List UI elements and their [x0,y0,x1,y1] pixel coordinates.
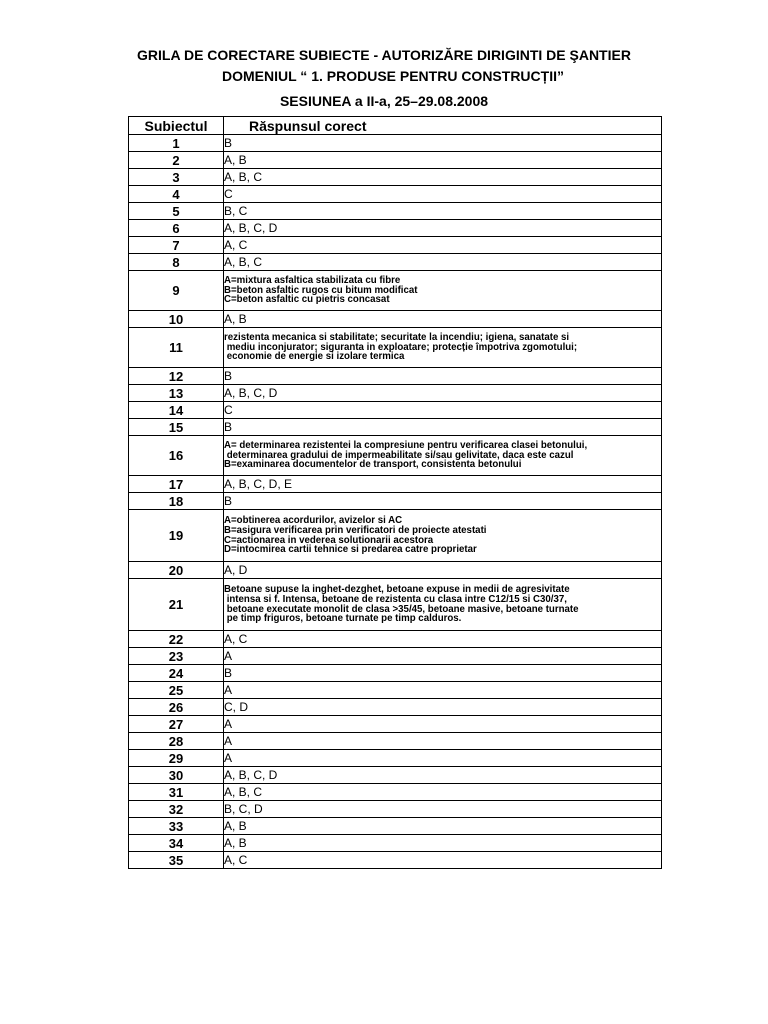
correct-answer [224,750,662,767]
correct-answer [224,733,662,750]
answer-line: A, C [224,853,248,867]
answer-line: B=beton asfaltic rugos cu bitum modificat [224,284,418,296]
correct-answer [224,648,662,665]
session-label: SESIUNEA a II-a, 25–29.08.2008 [279,93,489,109]
correct-answer [224,784,662,801]
correct-answer [224,385,662,402]
answer-line: B [224,136,233,150]
correct-answer [224,271,662,311]
answer-line: intensa si f. Intensa, betoane de rezistenta cu clasa intre C12/15 si C30/37, [224,593,567,605]
answer-line: C, D [224,700,248,714]
subject-number: 24 [129,665,224,682]
answer-line: determinarea gradului de impermeabilitate si/sau gelivitate, daca este cazul [224,449,574,461]
subject-number: 10 [129,311,224,328]
correct-answer [224,169,662,186]
correct-answer [224,152,662,169]
correct-answer [224,579,662,631]
answer-line: A [224,683,233,697]
subject-number: 7 [129,237,224,254]
answer-line: B [224,420,233,434]
answer-line: A [224,734,233,748]
subject-number: 25 [129,682,224,699]
table-row [129,220,662,237]
subject-number: 12 [129,368,224,385]
answer-line: C [224,403,233,417]
subject-number: 11 [129,328,224,368]
answer-line: C=actionarea in vederea solutionarii acestora [224,534,434,546]
table-row [129,682,662,699]
subject-number: 6 [129,220,224,237]
answer-line: A= determinarea rezistentei la compresiune pentru verificarea clasei betonului, [224,439,588,451]
table-header-row [129,117,662,135]
correct-answer [224,135,662,152]
table-row [129,328,662,368]
table-row [129,402,662,419]
subject-number: 30 [129,767,224,784]
correct-answer [224,220,662,237]
subject-number: 19 [129,510,224,562]
table-row [129,169,662,186]
table-row [129,631,662,648]
table-row [129,368,662,385]
correct-answer [224,476,662,493]
answer-line: A=obtinerea acordurilor, avizelor si AC [224,515,403,527]
table-row [129,186,662,203]
subject-number: 8 [129,254,224,271]
table-row [129,203,662,220]
correct-answer [224,203,662,220]
correct-answer [224,835,662,852]
subject-number: 18 [129,493,224,510]
table-row [129,648,662,665]
subject-number: 34 [129,835,224,852]
subject-number: 3 [129,169,224,186]
answer-line: B=examinarea documentelor de transport, consistenta betonului [224,459,522,471]
subject-number: 17 [129,476,224,493]
table-row [129,665,662,682]
answer-line: C=beton asfaltic cu pietris concasat [224,294,390,306]
correct-answer [224,328,662,368]
correct-answer [224,510,662,562]
correct-answer [224,368,662,385]
answer-line: A, B, C, D [224,221,278,235]
answer-line: pe timp friguros, betoane turnate pe timp calduros. [224,613,462,625]
answer-line: A [224,717,233,731]
subject-number: 9 [129,271,224,311]
answer-line: B, C [224,204,248,218]
answer-line: A, B [224,819,247,833]
table-row [129,254,662,271]
subject-number: 1 [129,135,224,152]
subject-number: 29 [129,750,224,767]
answer-line: B [224,666,233,680]
table-row [129,818,662,835]
table-row [129,493,662,510]
subject-number: 16 [129,436,224,476]
answer-line: A, B, C [224,170,263,184]
correct-answer [224,665,662,682]
table-row [129,135,662,152]
correct-answer [224,402,662,419]
subject-number: 13 [129,385,224,402]
answer-line: A, B [224,312,247,326]
subject-number: 2 [129,152,224,169]
subject-number: 14 [129,402,224,419]
answer-line: A, B [224,153,247,167]
answer-key-table [128,116,662,869]
subject-number: 20 [129,562,224,579]
correct-answer [224,852,662,869]
answer-line: rezistenta mecanica si stabilitate; securitate la incendiu; igiena, sanatate si [224,331,570,343]
correct-answer [224,801,662,818]
table-row [129,767,662,784]
answer-line: A, B, C, D [224,386,278,400]
answer-line: A, B, C [224,785,263,799]
correct-answer [224,254,662,271]
table-row [129,237,662,254]
answer-line: B, C, D [224,802,263,816]
answer-line: A [224,751,233,765]
subject-number: 28 [129,733,224,750]
table-row [129,152,662,169]
answer-line: A, B, C, D, E [224,477,293,491]
subject-number: 31 [129,784,224,801]
table-row [129,801,662,818]
table-row [129,835,662,852]
subject-number: 33 [129,818,224,835]
table-row [129,436,662,476]
table-row [129,476,662,493]
answer-line: B [224,369,233,383]
subject-number: 22 [129,631,224,648]
correct-answer [224,493,662,510]
subject-number: 26 [129,699,224,716]
answer-line: Betoane supuse la inghet-dezghet, betoane expuse in medii de agresivitate [224,584,570,596]
answer-line: mediu inconjurator; siguranta in exploatare; protecție împotriva zgomotului; [224,341,578,353]
subject-number: 35 [129,852,224,869]
correct-answer [224,631,662,648]
table-row [129,562,662,579]
table-row [129,852,662,869]
answer-line: A, B, C, D [224,768,278,782]
subject-number: 32 [129,801,224,818]
correct-answer [224,419,662,436]
table-row [129,699,662,716]
table-row [129,510,662,562]
answer-line: D=intocmirea cartii tehnice si predarea catre proprietar [224,544,477,556]
correct-answer [224,311,662,328]
correct-answer [224,186,662,203]
answer-line: A, D [224,563,248,577]
document-title: GRILA DE CORECTARE SUBIECTE - AUTORIZĂRE DIRIGINTI DE ŞANTIER [137,47,631,63]
correct-answer [224,767,662,784]
answer-line: C [224,187,233,201]
subject-number: 23 [129,648,224,665]
answer-line: economie de energie si izolare termica [224,351,405,363]
correct-answer [224,237,662,254]
answer-line: B [224,494,233,508]
answer-line: A, C [224,238,248,252]
table-row [129,750,662,767]
answer-line: B=asigura verificarea prin verificatori de proiecte atestati [224,524,487,536]
table-row [129,579,662,631]
document-domain: DOMENIUL “ 1. PRODUSE PENTRU CONSTRUCȚII” [222,68,564,84]
table-row [129,733,662,750]
subject-number: 15 [129,419,224,436]
answer-line: A, C [224,632,248,646]
correct-answer [224,682,662,699]
subject-number: 27 [129,716,224,733]
subject-number: 5 [129,203,224,220]
table-row [129,716,662,733]
table-row [129,271,662,311]
answer-line: A [224,649,233,663]
subject-number: 21 [129,579,224,631]
correct-answer [224,716,662,733]
correct-answer [224,562,662,579]
answer-line: A, B, C [224,255,263,269]
answer-line: betoane executate monolit de clasa >35/45, betoane masive, betoane turnate [224,603,579,615]
correct-answer [224,699,662,716]
table-row [129,385,662,402]
column-header-answer: Răspunsul corect [224,117,662,135]
correct-answer [224,818,662,835]
subject-number: 4 [129,186,224,203]
table-row [129,311,662,328]
answer-line: A, B [224,836,247,850]
correct-answer [224,436,662,476]
column-header-subject: Subiectul [129,117,224,135]
answer-line: A=mixtura asfaltica stabilizata cu fibre [224,274,401,286]
table-row [129,419,662,436]
table-row [129,784,662,801]
